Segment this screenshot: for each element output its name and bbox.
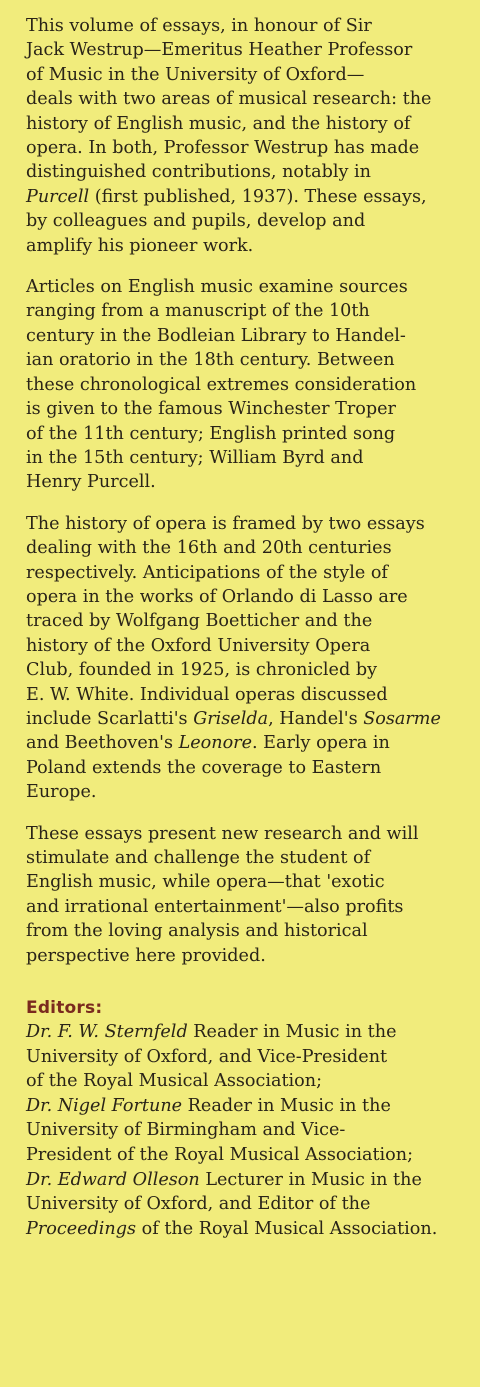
text-line xyxy=(26,822,476,846)
text-run: Reader in Music in the xyxy=(187,1022,397,1043)
text-line xyxy=(26,683,476,707)
text-line xyxy=(26,136,476,160)
text-line xyxy=(26,1118,476,1143)
text-run: Club, founded in 1925, is chronicled by xyxy=(26,660,378,681)
text-run: President of the Royal Musical Association; xyxy=(26,1145,414,1165)
book-jacket-blurb xyxy=(26,14,476,1241)
text-run: of Music in the University of Oxford— xyxy=(26,64,365,85)
text-run: Europe. xyxy=(26,782,97,803)
text-run: include Scarlatti's xyxy=(26,708,194,729)
paragraph xyxy=(26,275,476,495)
text-run: distinguished contributions, notably in xyxy=(26,162,371,183)
text-run: and irrational entertainment'—also profits xyxy=(26,896,404,917)
text-line xyxy=(26,470,476,494)
text-line xyxy=(26,38,476,62)
italic-text: Leonore xyxy=(178,733,252,754)
editors-list xyxy=(26,1020,476,1241)
text-line xyxy=(26,324,476,348)
text-run: These essays present new research and will xyxy=(26,823,419,844)
text-run: opera in the works of Orlando di Lasso are xyxy=(26,586,408,607)
text-run: (first published, 1937). These essays, xyxy=(89,186,427,207)
text-run: in the 15th century; William Byrd and xyxy=(26,447,364,468)
text-line xyxy=(26,234,476,258)
text-line xyxy=(26,14,476,38)
text-run: stimulate and challenge the student of xyxy=(26,848,371,868)
text-run: University of Oxford, and Vice-President xyxy=(26,1046,388,1067)
text-line xyxy=(26,209,476,233)
italic-text: Proceedings xyxy=(26,1218,137,1239)
text-line xyxy=(26,87,476,111)
text-run: This volume of essays, in honour of Sir xyxy=(26,16,372,36)
text-line xyxy=(26,561,476,585)
text-line xyxy=(26,1069,476,1094)
text-line xyxy=(26,536,476,560)
text-line xyxy=(26,731,476,755)
text-run: Jack Westrup—Emeritus Heather Professor xyxy=(26,40,413,61)
text-run: deals with two areas of musical research: the xyxy=(26,89,432,110)
text-run: amplify his pioneer work. xyxy=(26,235,254,256)
text-run: respectively. Anticipations of the style of xyxy=(26,562,388,583)
text-line xyxy=(26,707,476,731)
text-line xyxy=(26,1094,476,1119)
text-run: The history of opera is framed by two essays xyxy=(26,513,425,534)
text-line xyxy=(26,1045,476,1070)
text-run: ian oratorio in the 18th century. Between xyxy=(26,350,395,371)
blurb-body xyxy=(26,14,476,968)
text-line xyxy=(26,185,476,209)
text-line xyxy=(26,1168,476,1193)
italic-text: Griselda xyxy=(193,708,269,729)
text-run: E. W. White. Individual operas discussed xyxy=(26,684,388,705)
text-run: perspective here provided. xyxy=(26,945,266,966)
paragraph xyxy=(26,14,476,258)
text-line xyxy=(26,112,476,136)
text-run: . Early opera in xyxy=(252,733,390,754)
text-run: English music, while opera—that 'exotic xyxy=(26,872,385,893)
text-run: Poland extends the coverage to Eastern xyxy=(26,757,382,778)
text-line xyxy=(26,634,476,658)
text-run: is given to the famous Winchester Troper xyxy=(26,399,396,420)
italic-text: Purcell xyxy=(26,186,90,207)
text-line xyxy=(26,846,476,870)
text-line xyxy=(26,585,476,609)
text-run: of the 11th century; English printed song xyxy=(26,423,396,444)
text-line xyxy=(26,895,476,919)
text-line xyxy=(26,348,476,372)
text-line xyxy=(26,756,476,780)
text-line xyxy=(26,512,476,536)
text-run: history of English music, and the history of xyxy=(26,113,411,134)
text-line xyxy=(26,780,476,804)
text-line xyxy=(26,944,476,968)
text-line xyxy=(26,658,476,682)
text-line xyxy=(26,422,476,446)
text-run: of the Royal Musical Association; xyxy=(26,1071,323,1092)
text-line xyxy=(26,609,476,633)
text-line xyxy=(26,275,476,299)
paragraph xyxy=(26,512,476,805)
text-run: history of the Oxford University Opera xyxy=(26,635,371,656)
editors-section xyxy=(26,996,476,1241)
text-line xyxy=(26,373,476,397)
text-run: from the loving analysis and historical xyxy=(26,921,368,942)
text-line xyxy=(26,1143,476,1168)
editors-heading: Editors: xyxy=(26,998,103,1019)
text-run: of the Royal Musical Association. xyxy=(136,1218,438,1239)
text-run: by colleagues and pupils, develop and xyxy=(26,211,366,232)
text-run: Henry Purcell. xyxy=(26,472,156,493)
paragraph xyxy=(26,822,476,968)
text-line xyxy=(26,299,476,323)
text-line xyxy=(26,870,476,894)
text-line xyxy=(26,397,476,421)
text-line xyxy=(26,446,476,470)
text-run: century in the Bodleian Library to Handel- xyxy=(26,325,406,346)
italic-text: Dr. Nigel Fortune xyxy=(26,1095,183,1116)
text-run: and Beethoven's xyxy=(26,733,179,754)
text-run: Reader in Music in the xyxy=(182,1095,391,1116)
text-run: , Handel's xyxy=(268,708,364,729)
italic-text: Sosarme xyxy=(363,708,441,729)
text-line xyxy=(26,160,476,184)
text-run: University of Birmingham and Vice- xyxy=(26,1120,346,1141)
text-run: traced by Wolfgang Boetticher and the xyxy=(26,611,373,632)
text-line xyxy=(26,1192,476,1217)
text-line xyxy=(26,1217,476,1242)
italic-text: Dr. F. W. Sternfeld xyxy=(26,1022,188,1043)
text-run: dealing with the 16th and 20th centuries xyxy=(26,538,392,559)
text-run: opera. In both, Professor Westrup has made xyxy=(26,138,420,159)
text-run: University of Oxford, and Editor of the xyxy=(26,1194,371,1215)
text-run: Lecturer in Music in the xyxy=(199,1169,422,1190)
text-line xyxy=(26,919,476,943)
text-run: Articles on English music examine sources xyxy=(26,277,408,298)
text-line xyxy=(26,1020,476,1045)
text-line xyxy=(26,63,476,87)
text-run: ranging from a manuscript of the 10th xyxy=(26,301,370,322)
italic-text: Dr. Edward Olleson xyxy=(26,1169,200,1190)
text-run: these chronological extremes consideration xyxy=(26,374,417,395)
